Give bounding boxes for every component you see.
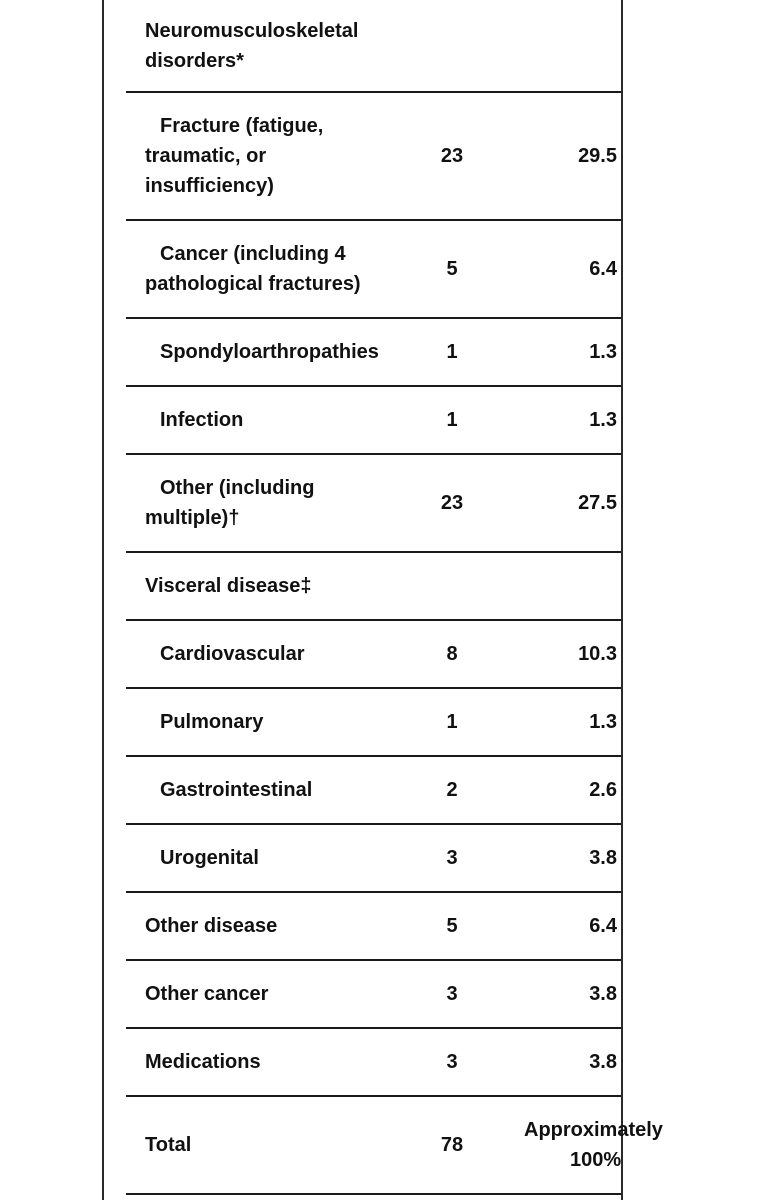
total-percent-line1: Approximately [524, 1119, 663, 1141]
row-count: 3 [446, 1051, 458, 1073]
row-count: 2 [446, 779, 458, 801]
row-count: 8 [446, 643, 458, 665]
table-row [126, 0, 646, 92]
row-percent: 2.6 [589, 779, 617, 801]
table-row [126, 220, 646, 318]
table-row [126, 892, 646, 960]
row-percent [511, 0, 617, 92]
row-label: Neuromusculoskeletal disorders* [145, 20, 359, 72]
row-label: Medications [145, 1051, 261, 1073]
row-percent: 3.8 [589, 1051, 617, 1073]
row-percent: 3.8 [589, 983, 617, 1005]
row-label: Infection [160, 409, 244, 431]
table-row [126, 620, 646, 688]
table-row [126, 756, 646, 824]
total-label: Total [145, 1134, 192, 1156]
table-row [126, 552, 646, 620]
row-label: Cancer (including 4 pathological fractures) [145, 243, 361, 295]
row-count [422, 0, 482, 92]
row-label: Other cancer [145, 983, 269, 1005]
row-percent: 1.3 [589, 711, 617, 733]
row-count: 23 [440, 145, 464, 167]
row-percent: 1.3 [589, 409, 617, 431]
row-percent [511, 552, 617, 620]
table-row [126, 318, 646, 386]
row-label: Visceral disease‡ [145, 575, 312, 597]
table-row [126, 688, 646, 756]
row-count: 1 [446, 341, 458, 363]
row-percent: 1.3 [589, 341, 617, 363]
total-percent-line2: 100% [570, 1149, 622, 1171]
row-label: Urogenital [160, 847, 259, 869]
row-count: 1 [446, 409, 458, 431]
row-label: Fracture (fatigue, traumatic, or insufficiency) [145, 115, 324, 197]
table-row [126, 1028, 646, 1096]
row-count: 23 [440, 492, 464, 514]
table-row [126, 386, 646, 454]
total-percent [524, 1096, 664, 1194]
row-label: Pulmonary [160, 711, 264, 733]
table-left-border [102, 0, 104, 1200]
row-label: Cardiovascular [160, 643, 305, 665]
row-count [422, 552, 482, 620]
row-percent: 6.4 [589, 915, 617, 937]
row-label: Spondyloarthropathies [160, 341, 379, 363]
total-count: 78 [440, 1134, 464, 1156]
table-row [126, 960, 646, 1028]
row-divider [126, 1193, 621, 1195]
row-percent: 3.8 [589, 847, 617, 869]
total-row [126, 1096, 663, 1194]
table-row [126, 454, 646, 552]
row-count: 5 [446, 915, 458, 937]
row-label: Other disease [145, 915, 278, 937]
row-label: Gastrointestinal [160, 779, 313, 801]
table-row [126, 824, 646, 892]
row-count: 1 [446, 711, 458, 733]
row-percent: 10.3 [578, 643, 617, 665]
data-table [126, 0, 663, 1200]
table-row [126, 92, 646, 220]
row-count: 3 [446, 983, 458, 1005]
row-count: 3 [446, 847, 458, 869]
row-count: 5 [446, 258, 458, 280]
row-percent: 29.5 [578, 145, 617, 167]
row-percent: 6.4 [589, 258, 617, 280]
row-label: Other (including multiple)† [145, 477, 315, 529]
row-percent: 27.5 [578, 492, 617, 514]
